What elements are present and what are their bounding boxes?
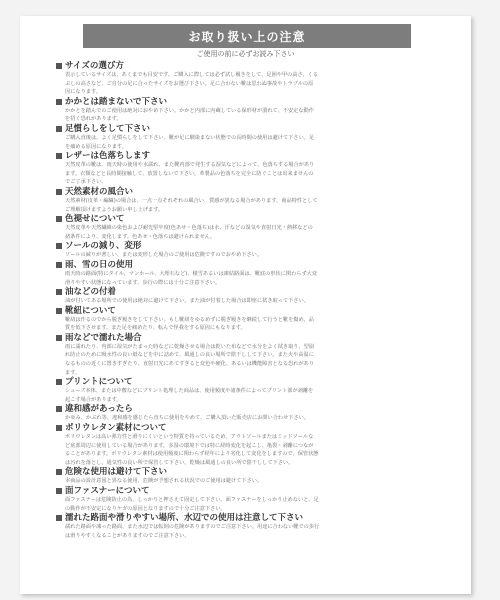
caution-section (56, 151, 454, 187)
section-body-line: 油が付いてある場所での使用は絶対に避けて下さい。また油が付着した場合は即座に拭き取って下さい。 (65, 298, 309, 305)
square-bullet-icon (56, 189, 62, 195)
caution-section (56, 260, 454, 287)
square-bullet-icon (56, 379, 62, 385)
square-bullet-icon (56, 262, 62, 268)
section-body-line: ることがあります。ポリウレタン素材は使用頻度に関わらず経年により劣化して変化をしますので、保管状態 (65, 451, 319, 458)
section-heading (56, 333, 454, 343)
section-heading (56, 467, 454, 477)
section-body (56, 316, 454, 333)
caution-section (56, 241, 454, 260)
section-body-line: ぶしの高さなど、ご自分の足に合ったサイズをお選び下さい。足に合わない靴は思わぬ事故やトラブルの原 (65, 80, 314, 87)
section-body-line: 面ファスナーは危険防止の為、しっかりと押さえて固定して下さい。面ファスナーをしっかり止めないと、足 (65, 497, 319, 503)
section-heading (56, 513, 454, 523)
section-heading (56, 404, 454, 414)
section-heading (56, 61, 454, 71)
section-heading (56, 377, 454, 387)
section-body (56, 387, 454, 404)
square-bullet-icon (56, 335, 62, 341)
section-body-line: かゆみ、かぶれ等、違和感を感じたら直ちに使用をやめて、ご購入頂いた販売店にお問い合わせ下さい。 (65, 415, 310, 422)
section-body-line: は滑りやすくなることがありますのでご注意下さい。 (65, 532, 190, 539)
section-heading-text: 面ファスナーについて (65, 486, 150, 496)
section-body-line: シューズ本体、または中敷などにプリント処理した商品は、使用頻度や諸条件によってプリント部が剥離を (65, 388, 314, 395)
section-heading-text: 雨などで濡れた場合 (65, 332, 142, 343)
section-heading-text: サイズの選び方 (65, 61, 124, 71)
section-body (56, 134, 454, 151)
section-heading (56, 241, 454, 251)
section-body (56, 251, 454, 260)
section-body-line: ソールの減りが著しい、または変形した場合のご使用は危険ですのでおやめ下さい。 (65, 252, 263, 259)
square-bullet-icon (56, 425, 62, 431)
square-bullet-icon (56, 308, 62, 314)
section-heading-text: 雨、雪の日の使用 (65, 259, 134, 270)
section-body-line: 表示しているサイズは、あくまでも目安です。ご購入に際しては必ず試し履きをして、足囲や甲の高さ、くる (65, 72, 319, 78)
square-bullet-icon (56, 289, 62, 295)
square-bullet-icon (56, 515, 62, 521)
section-heading (56, 486, 454, 496)
section-body-line: ポリウレタンは高い弾力性と滑りにくいという特質を持っているため、アウトソールまたはミッドソールな (65, 434, 314, 441)
section-body-line: は汚れを落とし、通気性の良い所で保管して下さい。乾燥は風通しの良い所で陰干しして下さい。 (65, 459, 294, 466)
section-body-line: 天然素材(皮革・編織)の場合は、一点一点それぞれの風合い、質感が異なる場合があります。商品特性として (65, 197, 318, 204)
square-bullet-icon (56, 243, 62, 249)
section-body-line: ど底部周辺に使用している場合があります。多湿の環境下では特に経時変化を起こし、亀裂・剥離につなが (65, 442, 314, 449)
section-body (56, 496, 454, 513)
section-heading (56, 306, 454, 316)
section-body-line: 靴紐は作るのでから脱ぎ履きをして下さい。もし靴紐をゆるめずに脱ぎ履きを継続して行うと靴を傷め、品 (65, 316, 314, 323)
section-heading-text: かかとは踏まないで下さい (65, 96, 168, 107)
section-heading-text: ソールの減り、変形 (65, 241, 142, 252)
section-body-line: 本商品の設計意図と異なる使用、危険が予想される状況でのご使用は避けて下さい。 (65, 478, 263, 485)
caution-section (56, 97, 454, 124)
section-heading (56, 214, 454, 224)
section-heading (56, 124, 454, 134)
section-body (56, 161, 454, 187)
caution-section (56, 61, 454, 97)
section-body (56, 197, 454, 214)
caution-section (56, 287, 454, 306)
section-body-line: を招く恐れがあります。 (65, 116, 122, 123)
caution-section (56, 124, 454, 151)
section-heading (56, 97, 454, 107)
section-heading-text: 色褪せについて (65, 214, 125, 225)
sheet-title: お取り扱い上の注意 (83, 24, 411, 48)
caution-sheet (20, 16, 471, 594)
section-heading-text: 危険な使用は避けて下さい (65, 467, 168, 478)
caution-section (56, 377, 454, 404)
section-heading-text: ポリウレタン素材について (65, 423, 167, 434)
section-body (56, 433, 454, 467)
section-heading-text: 油などの付着 (65, 287, 117, 298)
section-body (56, 297, 454, 306)
section-heading-text: 足慣らしをして下さい (65, 123, 151, 134)
square-bullet-icon (56, 63, 62, 69)
square-bullet-icon (56, 469, 62, 475)
section-heading (56, 151, 454, 161)
section-body (56, 107, 454, 124)
caution-section (56, 404, 454, 423)
section-body-line: ます。 (65, 369, 81, 376)
caution-section (56, 333, 454, 377)
square-bullet-icon (56, 126, 62, 132)
square-bullet-icon (56, 153, 62, 159)
square-bullet-icon (56, 99, 62, 105)
square-bullet-icon (56, 216, 62, 222)
section-body-line: 天然皮革や天然繊維の染色および耐光堅牢度(色あせ・色落ち)は水、汗などの湿気や直射日光・熱移などの (65, 225, 313, 232)
square-bullet-icon (56, 406, 62, 412)
section-body-line: ご理解頂けますようお願い申し上げます。 (65, 206, 164, 213)
section-body (56, 414, 454, 423)
section-heading (56, 187, 454, 197)
section-body-line: ご購入直後は、よく足慣らしをして下さい。靴が足に馴染まない状態での長時間の使用は避けて下さい。足 (65, 134, 315, 141)
sheet-subtitle: ご使用の前に必ずお読み下さい (196, 50, 295, 58)
section-body-line: 雨天時の路面(特にタイル、マンホール、大理石など)、積雪あるいは凍結路面は、靴底の形状に関わらず大変 (65, 270, 318, 277)
caution-section (56, 214, 454, 241)
section-body-line: 起こす場合があります。 (65, 396, 122, 403)
section-heading-text: レザーは色落ちします (65, 151, 151, 162)
section-body-line: 滑りやすい状態になっています。歩行の際には十分ご注意下さい。 (65, 279, 221, 286)
section-body-line: 諸条件により、変化します。色あせ・色落ちは避けられません。 (65, 233, 216, 240)
section-heading-text: 靴紐について (65, 305, 116, 316)
section-body-line: 天然皮革の靴は、雨天時の使用や水濡れ、また靴内部で発生する湿気などによって、色落ちする場合があり (65, 162, 315, 169)
section-body (56, 224, 454, 241)
section-body (56, 343, 454, 377)
section-body (56, 270, 454, 287)
section-body-line: かかとを踏んでのご使用は絶対におやめ下さい。かかと内部に内蔵している保形材が潰れて、不安定な動作 (65, 107, 314, 114)
section-heading (56, 287, 454, 297)
caution-section (56, 467, 454, 486)
section-heading-text: 違和感があったら (65, 404, 133, 415)
caution-section (56, 486, 454, 513)
section-heading-text: 濡れた路面や滑りやすい場所、水辺での使用は注意して下さい (65, 513, 304, 524)
section-body-line: 因になります。 (65, 89, 101, 96)
section-heading (56, 423, 454, 433)
caution-sections (56, 61, 454, 540)
section-body-line: 濡れた路面や凍った路面、また水辺では転倒の危険がありますのでご注意下さい。用途に合わない靴での歩行 (65, 524, 320, 531)
caution-section (56, 423, 454, 467)
section-body (56, 71, 454, 97)
section-body-line: 質を低下させます。また足を痛めたり、転んで怪我をする原因にもなります。 (65, 325, 246, 332)
caution-section (56, 187, 454, 214)
section-body (56, 477, 454, 486)
section-heading (56, 260, 454, 270)
section-body-line: なるものの近くに置きすぎたり、直射日光にあてすぎると変色や硬化、あるいは機能障害となる恐れがあり (65, 361, 315, 368)
section-heading-text: プリントについて (65, 377, 133, 388)
section-body-line: を痛める原因になります。 (65, 143, 127, 150)
square-bullet-icon (56, 488, 62, 494)
section-body-line: でご了承下さい。 (65, 179, 107, 186)
caution-section (56, 513, 454, 540)
section-body-line: ます。衣類などと長時間接触して、放置しないで下さい。革製品の色落ちを完全に防ぐことは出来ませんの (65, 170, 314, 177)
caution-section (56, 306, 454, 333)
section-body (56, 523, 454, 540)
section-body-line: れ防止のために吸水性の良い紙などを中に詰めて、風通しの良い場所で陰干しして下さい。また火や高温に (65, 352, 314, 359)
section-body-line: の動作が不安定になりケガの原因となりますので十分ご注意下さい。 (65, 505, 226, 512)
section-body-line: 雨に濡れたり、内部に湿気がたまった時などに乾燥させる場合は乾いた布などで水分をよく拭き取り、型崩 (65, 343, 315, 350)
section-heading-text: 天然素材の風合い (65, 186, 134, 197)
